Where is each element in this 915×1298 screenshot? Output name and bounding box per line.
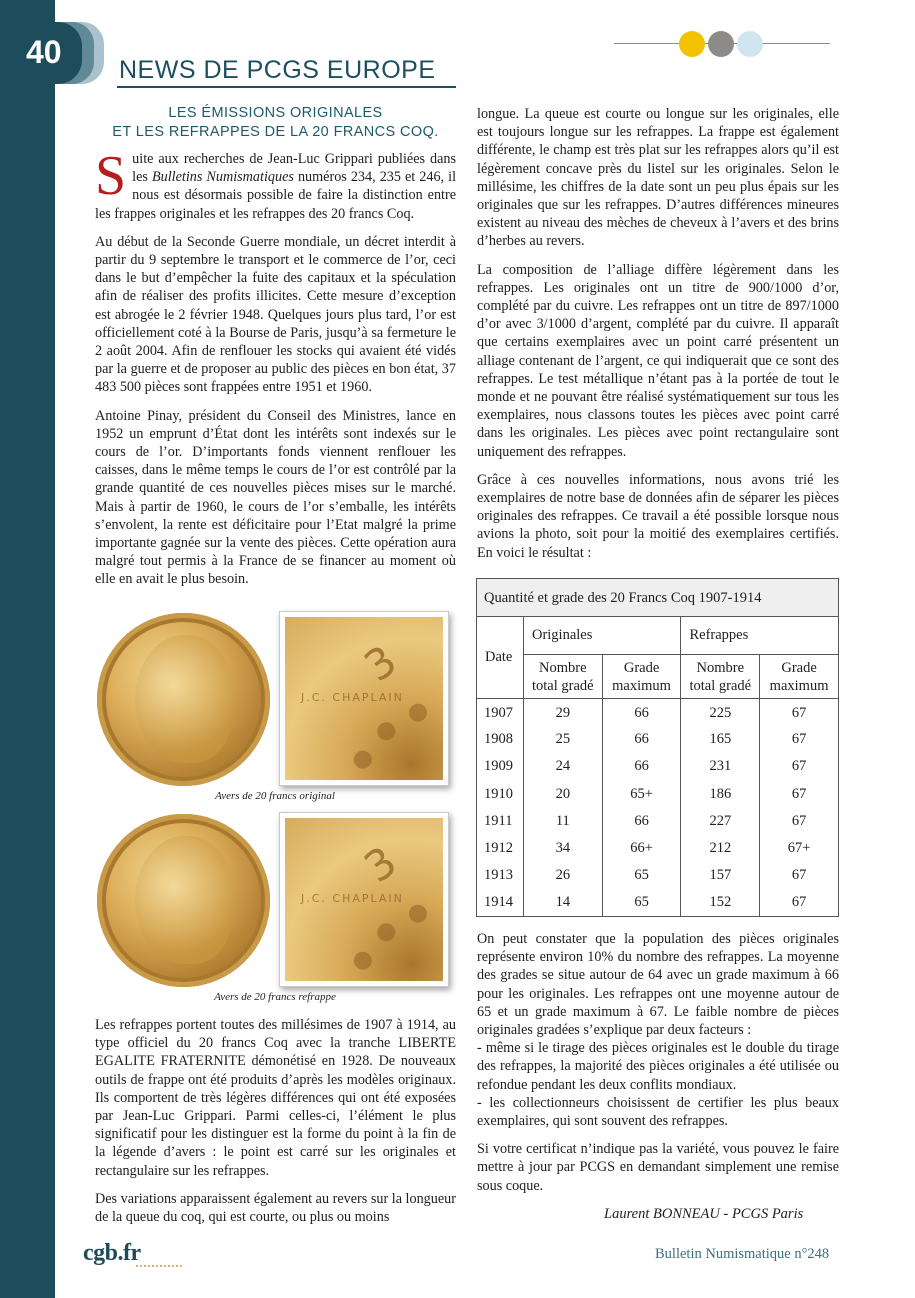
orig-count-header: Nombre total gradé bbox=[523, 655, 602, 699]
side-band bbox=[0, 0, 55, 1298]
lightblue-dot bbox=[737, 31, 763, 57]
ref-total-cell: 231 bbox=[681, 753, 760, 780]
author-signature: Laurent BONNEAU - PCGS Paris bbox=[604, 1206, 804, 1222]
orig-max-cell: 66 bbox=[602, 753, 681, 780]
year-cell: 1912 bbox=[477, 835, 524, 862]
digit-3-icon: 3 bbox=[355, 836, 406, 893]
ref-max-cell: 67+ bbox=[760, 835, 839, 862]
digit-3-icon: 3 bbox=[355, 635, 406, 692]
paragraph-10: Si votre certificat n’indique pas la variété, vous pouvez le faire mettre à jour par PCGS en demandant simplement une remise sous coque. bbox=[477, 1141, 839, 1194]
article-title bbox=[95, 104, 456, 142]
ref-max-cell: 67 bbox=[760, 726, 839, 753]
ref-max-cell: 67 bbox=[760, 753, 839, 780]
ref-max-cell: 67 bbox=[760, 890, 839, 917]
table-row bbox=[477, 862, 839, 889]
publication-name: Bulletin Numismatique n°248 bbox=[655, 1246, 830, 1262]
orig-total-cell: 11 bbox=[523, 808, 602, 835]
table-row bbox=[477, 808, 839, 835]
engraver-mark: J.C. CHAPLAIN bbox=[301, 892, 404, 905]
table-row bbox=[477, 890, 839, 917]
paragraph-4: Les refrappes portent toutes des millésimes de 1907 à 1914, au type officiel du 20 francs Coq avec la tranche LIBERTE EGALITE FRATERNITE démonétisé en 1928. De nouveaux outils de frappe ont été produits d’après les modèles originaux. Ils comportent de très légères différences qui ont été exposées par Jean-Luc Grippari. Parmi celles-ci, l’élément le plus significatif pour les distinguer est la forme du point à la fin de la légende d’avers : le point est carré sur les originales et rectangulaire sur les refrappes. bbox=[95, 1017, 456, 1179]
orig-total-cell: 26 bbox=[523, 862, 602, 889]
ref-total-cell: 157 bbox=[681, 862, 760, 889]
cgb-logo: cgb.fr bbox=[83, 1240, 141, 1266]
marianne-head-icon bbox=[135, 635, 233, 763]
zoom-original-image bbox=[285, 617, 443, 780]
intro-paragraph bbox=[95, 145, 457, 223]
table-row bbox=[477, 753, 839, 780]
ref-total-cell: 165 bbox=[681, 726, 760, 753]
zoom-refrappe-detail bbox=[279, 812, 449, 987]
orig-total-cell: 14 bbox=[523, 890, 602, 917]
year-cell: 1908 bbox=[477, 726, 524, 753]
year-cell: 1910 bbox=[477, 780, 524, 807]
coin-rim bbox=[340, 697, 443, 780]
table-row bbox=[477, 780, 839, 807]
orig-max-cell: 66 bbox=[602, 808, 681, 835]
article-title-line-1: LES ÉMISSIONS ORIGINALES bbox=[168, 105, 383, 121]
header-rule bbox=[117, 86, 456, 88]
logo-dots bbox=[136, 1265, 182, 1267]
right-column-top bbox=[477, 105, 839, 572]
orig-grade-header: Grade maximum bbox=[602, 655, 681, 699]
paragraph-5: Des variations apparaissent également au revers sur la longueur de la queue du coq, qui est courte, ou plus ou moins bbox=[95, 1190, 456, 1226]
right-column-bottom bbox=[477, 930, 839, 1205]
caption-original: Avers de 20 francs original bbox=[215, 790, 335, 802]
orig-total-cell: 24 bbox=[523, 753, 602, 780]
orig-total-cell: 20 bbox=[523, 780, 602, 807]
orig-max-cell: 66 bbox=[602, 699, 681, 726]
year-cell: 1911 bbox=[477, 808, 524, 835]
orig-total-cell: 29 bbox=[523, 699, 602, 726]
orig-max-cell: 65 bbox=[602, 890, 681, 917]
orig-total-cell: 34 bbox=[523, 835, 602, 862]
ref-max-cell: 67 bbox=[760, 699, 839, 726]
intro-text-a: uite aux recherches de Jean-Luc Grippari publiées dans les bbox=[132, 151, 456, 186]
grades-table bbox=[476, 578, 839, 917]
section-title: NEWS DE PCGS EUROPE bbox=[119, 56, 436, 84]
paragraph-6: longue. La queue est courte ou longue sur les originales, elle est toujours longue sur les refrappes. La frappe est également différente, le champ est très plat sur les refrappes alors qu’il est légèrement concave près du listel sur les originales. Selon le millésime, les chiffres de la date sont un peu plus épais sur les originales que sur les refrappes. D’autres différences mineures existent au niveau des mèches de cheveux à l’avers et des brins d’herbes au revers. bbox=[477, 106, 839, 250]
coin-rim bbox=[340, 898, 443, 981]
orig-max-cell: 66+ bbox=[602, 835, 681, 862]
drop-cap: S bbox=[95, 145, 127, 207]
marianne-head-icon bbox=[135, 836, 233, 964]
refrappes-header: Refrappes bbox=[681, 617, 839, 655]
page-number: 40 bbox=[26, 34, 62, 70]
table-row bbox=[477, 726, 839, 753]
orig-max-cell: 65+ bbox=[602, 780, 681, 807]
date-header: Date bbox=[477, 617, 524, 699]
paragraph-9: On peut constater que la population des pièces originales représente environ 10% du nombre des refrappes. La moyenne des grades se situe autour de 64 avec un grade maximum à 66 pour les originales. Les refrappes ont une moyenne autour de 65 et un grade maximum à 67. Le faible nombre de pièces originales gradées s’explique par deux facteurs : bbox=[477, 931, 839, 1039]
ref-total-cell: 212 bbox=[681, 835, 760, 862]
paragraph-9-item-2: - les collectionneurs choisissent de certifier les plus beaux exemplaires, qui sont souvent des refrappes. bbox=[477, 1094, 839, 1130]
table-row bbox=[477, 699, 839, 726]
orig-max-cell: 66 bbox=[602, 726, 681, 753]
intro-text-b: numéros 234, 235 et 246, il nous est désormais possible de faire la distinction entre les frappes originales et les refrappes des 20 francs Coq. bbox=[95, 169, 457, 222]
year-cell: 1914 bbox=[477, 890, 524, 917]
ref-total-cell: 152 bbox=[681, 890, 760, 917]
paragraph-8: Grâce à ces nouvelles informations, nous avons trié les exemplaires de notre base de données afin de séparer les pièces originales des refrappes. Ce travail a été possible lorsque nous avions la photo, soit pour la moitié des exemplaires certifiés. En voici le résultat : bbox=[477, 471, 839, 561]
grey-dot bbox=[708, 31, 734, 57]
caption-refrappe: Avers de 20 francs refrappe bbox=[214, 991, 336, 1003]
originales-header: Originales bbox=[523, 617, 681, 655]
ref-total-cell: 225 bbox=[681, 699, 760, 726]
paragraph-3: Antoine Pinay, président du Conseil des Ministres, lance en 1952 un emprunt d’État dont les intérêts sont indexés sur le cours de l’or. D’importants fonds viennent renflouer les caisses, dans le même temps le cours de l’or est contrôlé par la grande quantité de ces nouvelles pièces mises sur le marché. Mais à partir de 1960, le cours de l’or s’emballe, les intérêts s’envolent, la rente est déficitaire pour l’Etat malgré la prime importante gagnée sur la vente des pièces. Cette opération aura malgré tout permis à la France de se financer au moment où elle en avait le plus besoin. bbox=[95, 407, 456, 588]
paragraph-7: La composition de l’alliage diffère légèrement dans les refrappes. Les originales ont un titre de 900/1000 d’or, complété par du cuivre. Les refrappes ont un titre de 897/1000 d’or avec 3/1000 d’argent, complété par du cuivre. Il apparaît que certains exemplaires avec un point carré présentent un alliage contenant de l’argent, ce qui indiquerait que ce sont des refrappes. Le test métallique n’étant pas à la portée de tout le monde et ne pouvant être réalisé systématiquement sur tous les exemplaires, nous classons toutes les pièces avec point carré dans les originales. Les pièces avec point rectangulaire sont uniquement des refrappes. bbox=[477, 261, 839, 460]
ref-grade-header: Grade maximum bbox=[760, 655, 839, 699]
orig-max-cell: 65 bbox=[602, 862, 681, 889]
paragraph-9-item-1: - même si le tirage des pièces originales est le double du tirage des refrappes, la majorité des pièces originales a été utilisée ou refondue pendant les deux conflits mondiaux. bbox=[477, 1040, 839, 1093]
engraver-mark: J.C. CHAPLAIN bbox=[301, 691, 404, 704]
ref-count-header: Nombre total gradé bbox=[681, 655, 760, 699]
ref-total-cell: 186 bbox=[681, 780, 760, 807]
yellow-dot bbox=[679, 31, 705, 57]
orig-total-cell: 25 bbox=[523, 726, 602, 753]
table-title: Quantité et grade des 20 Francs Coq 1907-1914 bbox=[477, 579, 839, 617]
left-column-bottom bbox=[95, 1016, 456, 1236]
zoom-original-detail bbox=[279, 611, 449, 786]
year-cell: 1907 bbox=[477, 699, 524, 726]
ref-total-cell: 227 bbox=[681, 808, 760, 835]
article-title-line-2: ET LES REFRAPPES DE LA 20 FRANCS COQ. bbox=[112, 124, 439, 140]
table-row bbox=[477, 835, 839, 862]
year-cell: 1909 bbox=[477, 753, 524, 780]
ref-max-cell: 67 bbox=[760, 780, 839, 807]
ref-max-cell: 67 bbox=[760, 808, 839, 835]
coin-refrappe-obverse bbox=[97, 814, 270, 987]
intro-text-em: Bulletins Numismatiques bbox=[151, 169, 294, 186]
left-column-top bbox=[95, 145, 457, 599]
coin-original-obverse bbox=[97, 613, 270, 786]
ref-max-cell: 67 bbox=[760, 862, 839, 889]
zoom-refrappe-image bbox=[285, 818, 443, 981]
paragraph-2: Au début de la Seconde Guerre mondiale, un décret interdit à partir du 9 septembre le transport et le commerce de l’or, ceci dans le but d’empêcher la fuite des capitaux et la spéculation afin de réaliser des profits illicites. Cette mesure d’exception est abrogée le 2 février 1948. Quelques jours plus tard, l’or est officiellement coté à la Bourse de Paris, jusqu’à sa fermeture le 2 août 2004. Afin de renflouer les stocks qui avaient été vidés par la guerre et de proposer au public des pièces en bon état, 37 483 500 pièces sont frappées entre 1951 et 1960. bbox=[95, 233, 456, 396]
year-cell: 1913 bbox=[477, 862, 524, 889]
